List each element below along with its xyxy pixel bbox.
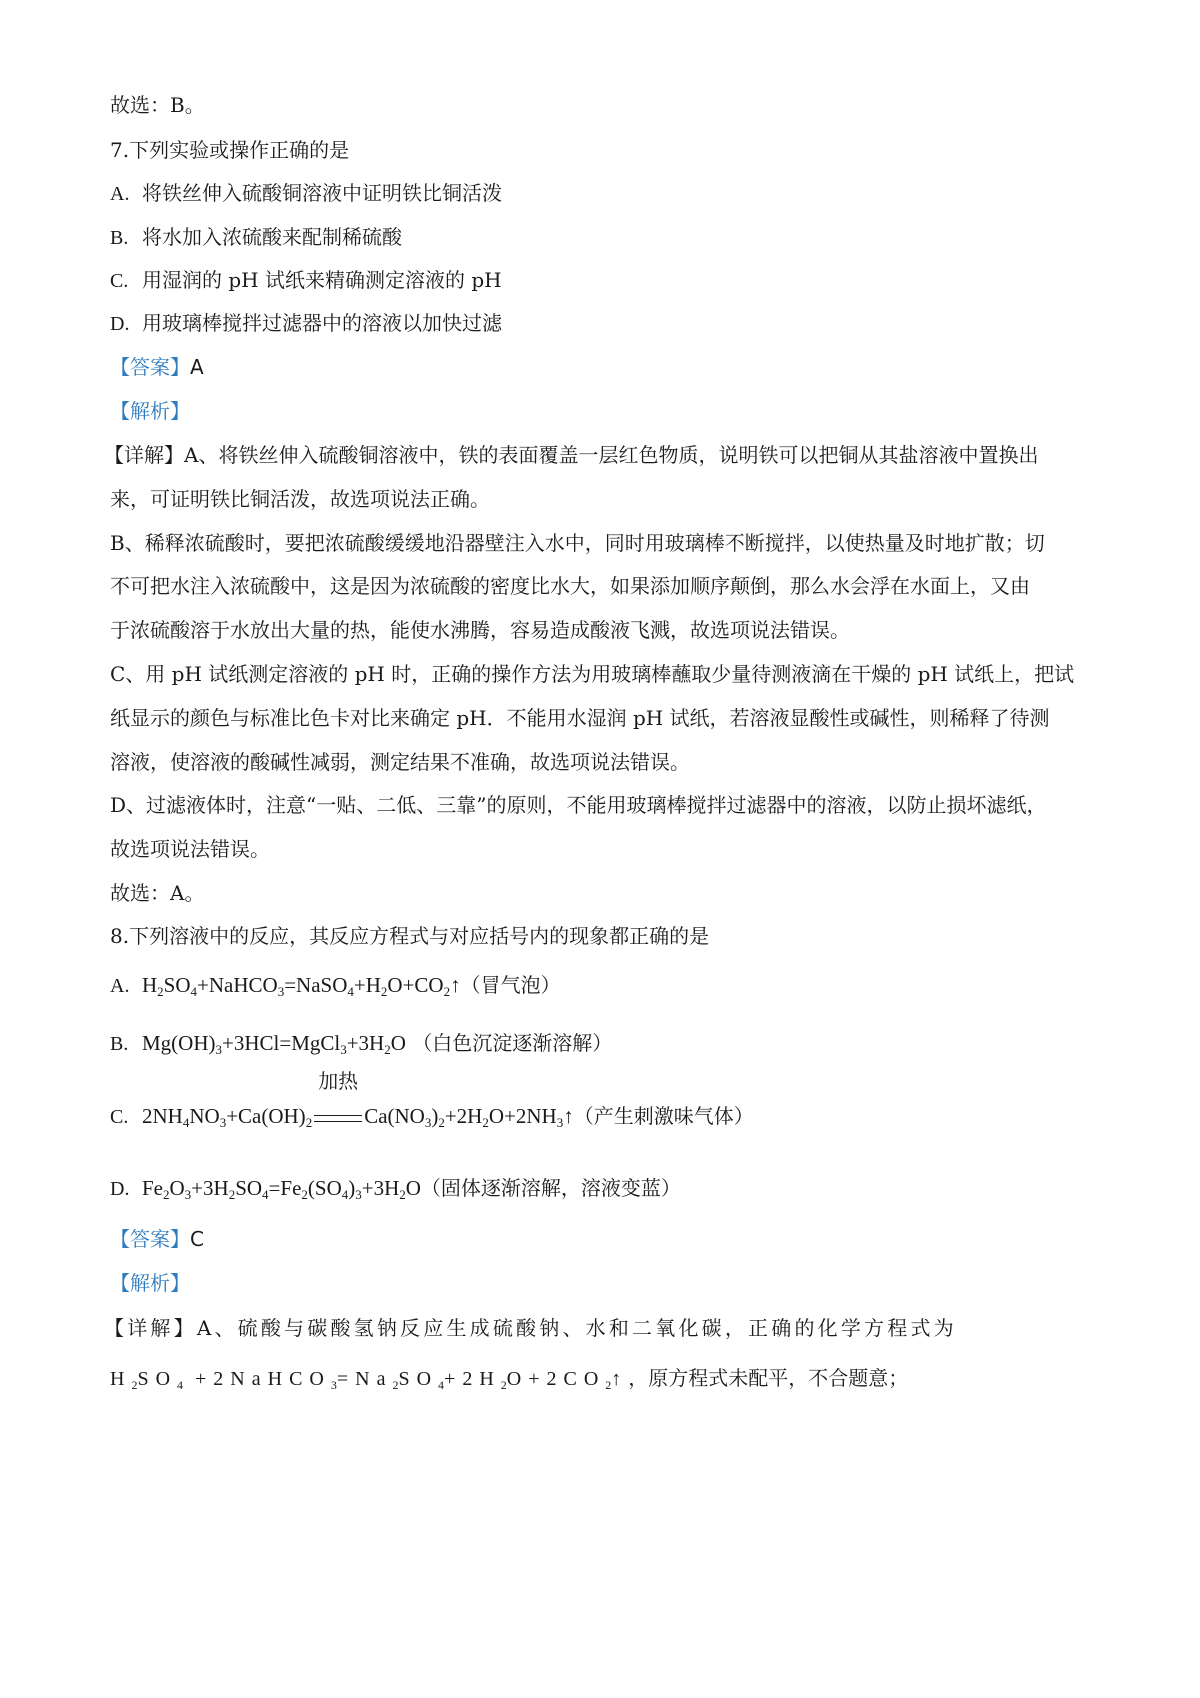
q7-option-c [110,265,1100,296]
option-label: C. [110,270,129,292]
q7-detail-line-5: 于浓硫酸溶于水放出大量的热，能使水沸腾，容易造成酸液飞溅，故选项说法错误。 [110,618,850,642]
detail-text: A、硫酸与碳酸氢钠反应生成硫酸钠、水和二氧化碳，正确的化学方程式为 [196,1316,957,1340]
q8-detail-line-1 [104,1313,1094,1343]
q7-detail-line-10: 故选项说法错误。 [110,837,270,861]
q7-detail-line-6: C、用 pH 试纸测定溶液的 pH 时，正确的操作方法为用玻璃棒蘸取少量待测液滴在干燥的 pH 试纸上，把试 [110,662,1075,686]
q8-option-a [110,970,1100,1001]
option-label: B. [110,227,129,249]
q8-stem: 8.下列溶液中的反应，其反应方程式与对应括号内的现象都正确的是 [110,924,710,948]
phenomenon-d: （固体逐渐溶解，溶液变蓝） [420,1176,681,1200]
equals-sign [314,1115,362,1122]
answer-tag: 【答案】 [110,1227,190,1251]
equation-d: $Fe_2O_3+3H_2SO_4=Fe_2(SO_4)_3+3H_2O$ [142,1176,421,1202]
detail-text: A、将铁丝伸入硫酸铜溶液中，铁的表面覆盖一层红色物质，说明铁可以把铜从其盐溶液中置换出 [184,443,1039,467]
q8-option-c [110,1071,1100,1132]
q7-detail-line-9: D、过滤液体时，注意“一贴、二低、三靠”的原则，不能用玻璃棒搅拌过滤器中的溶液，以防止损坏滤纸， [110,793,1047,817]
phenomenon-b: （白色沉淀逐渐溶解） [412,1031,613,1055]
option-label: A. [110,975,130,997]
q7-option-d [110,308,1100,339]
q8-option-b [110,1028,1100,1059]
option-label: C. [110,1106,129,1128]
q8-option-d [110,1173,1100,1204]
equation-a: $H_2SO_4+NaHCO_3=NaSO_4+H_2O+CO_2↑$ [142,973,461,999]
q8-answer [110,1224,1100,1254]
answer-tag: 【答案】 [110,355,190,379]
q8-detail-line-2 [110,1363,1100,1394]
detail-tag: 【详解】 [104,1316,197,1340]
q7-answer [110,352,1100,382]
equation-b: $Mg(OH)_3+3HCl=MgCl_3+3H_2O$ [142,1031,406,1057]
equation-c: $2NH_4NO_3+Ca(OH)_2$ 加热 $Ca(NO_3)_2+2H_2O+2NH_3↑$ [142,1104,574,1128]
option-text: 用玻璃棒搅拌过滤器中的溶液以加快过滤 [142,311,502,335]
q7-conclusion: 故选：A。 [110,881,205,905]
option-label: B. [110,1033,129,1055]
option-text: 将水加入浓硫酸来配制稀硫酸 [142,225,402,249]
option-label: D. [110,1178,130,1200]
analysis-tag: 【解析】 [110,399,190,423]
q7-detail-line-7: 纸显示的颜色与标准比色卡对比来确定 pH．不能用水湿润 pH 试纸，若溶液显酸性或碱性，则稀释了待测 [110,706,1050,730]
q7-detail-line-1 [104,440,1094,470]
answer-value: C [190,1227,204,1251]
option-text: 用湿润的 pH 试纸来精确测定溶液的 pH [142,268,502,292]
condition-label: 加热 [318,1071,359,1093]
option-text: 将铁丝伸入硫酸铜溶液中证明铁比铜活泼 [142,181,502,205]
option-label: A. [110,183,130,205]
option-label: D. [110,313,130,335]
phenomenon-c: （产生刺激味气体） [573,1104,754,1128]
q8-analysis-tag [110,1268,1100,1298]
q7-detail-line-2: 来，可证明铁比铜活泼，故选项说法正确。 [110,487,490,511]
phenomenon-a: （冒气泡） [460,973,561,997]
q7-option-a [110,178,1100,209]
reaction-condition [314,1071,362,1131]
detail-tail: ，原方程式未配平，不合题意； [628,1366,909,1390]
analysis-tag: 【解析】 [110,1271,190,1295]
q7-analysis-tag [110,396,1100,426]
q7-option-b [110,222,1100,253]
q7-detail-line-4: 不可把水注入浓硫酸中，这是因为浓硫酸的密度比水大，如果添加顺序颠倒，那么水会浮在水面上，又由 [110,574,1030,598]
equation-correct: $H_2SO_4$ $+2NaHCO_3=Na_2SO_4+2H_2O+2CO_2↑$ [110,1368,629,1392]
q7-detail-line-3: B、稀释浓硫酸时，要把浓硫酸缓缓地沿器壁注入水中，同时用玻璃棒不断搅拌，以使热量及时地扩散；切 [110,531,1045,555]
q7-detail-line-8: 溶液，使溶液的酸碱性减弱，测定结果不准确，故选项说法错误。 [110,750,690,774]
detail-tag: 【详解】 [104,443,184,467]
prev-conclusion: 故选：B。 [110,93,205,117]
q7-stem: 7.下列实验或操作正确的是 [110,138,350,162]
answer-value: A [190,355,204,379]
